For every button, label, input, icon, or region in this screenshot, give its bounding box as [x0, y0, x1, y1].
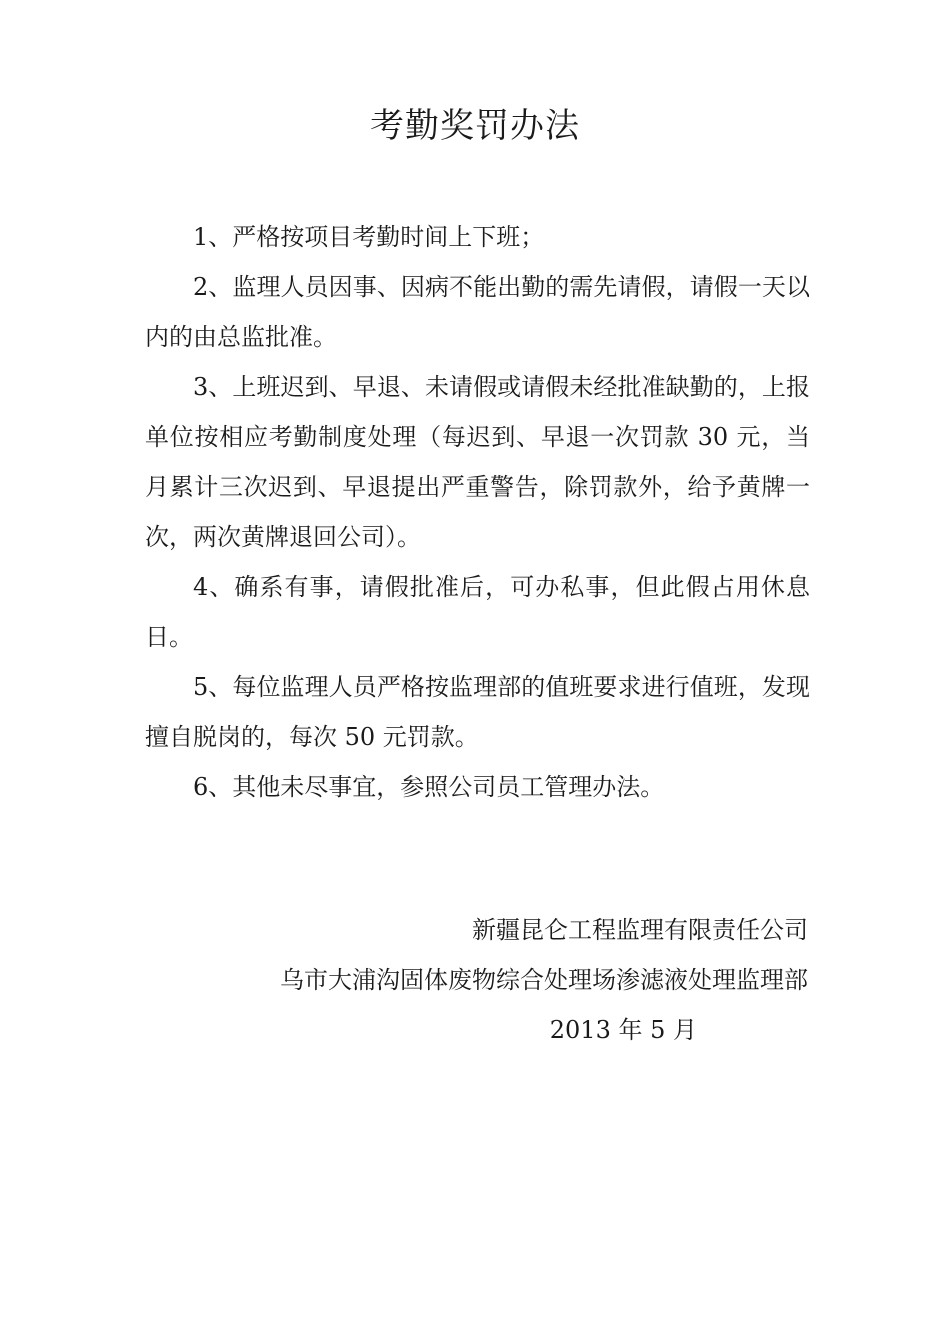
rule-paragraph-4: 4、确系有事，请假批准后，可办私事，但此假占用休息日。: [145, 573, 810, 651]
rule-paragraph-6: 6、其他未尽事宜，参照公司员工管理办法。: [193, 773, 665, 801]
rule-paragraph-3: 3、上班迟到、早退、未请假或请假未经批准缺勤的，上报单位按相应考勤制度处理（每迟到、早退一次罚款 30 元，当月累计三次迟到、早退提出严重警告，除罚款外，给予黄牌一次，两次黄牌退回公司）。: [145, 373, 810, 551]
rule-paragraph-5: 5、每位监理人员严格按监理部的值班要求进行值班，发现擅自脱岗的，每次 50 元罚款。: [145, 673, 810, 751]
document-body: [145, 212, 810, 812]
document-title: 考勤奖罚办法: [370, 106, 580, 146]
rule-paragraph-1: 1、严格按项目考勤时间上下班；: [193, 223, 545, 251]
signature-company: 新疆昆仑工程监理有限责任公司: [472, 916, 808, 944]
signature-department: 乌市大浦沟固体废物综合处理场渗滤液处理监理部: [280, 966, 808, 994]
signature-date: 2013 年 5 月: [549, 1016, 697, 1044]
rule-paragraph-2: 2、监理人员因事、因病不能出勤的需先请假，请假一天以内的由总监批准。: [145, 273, 810, 351]
